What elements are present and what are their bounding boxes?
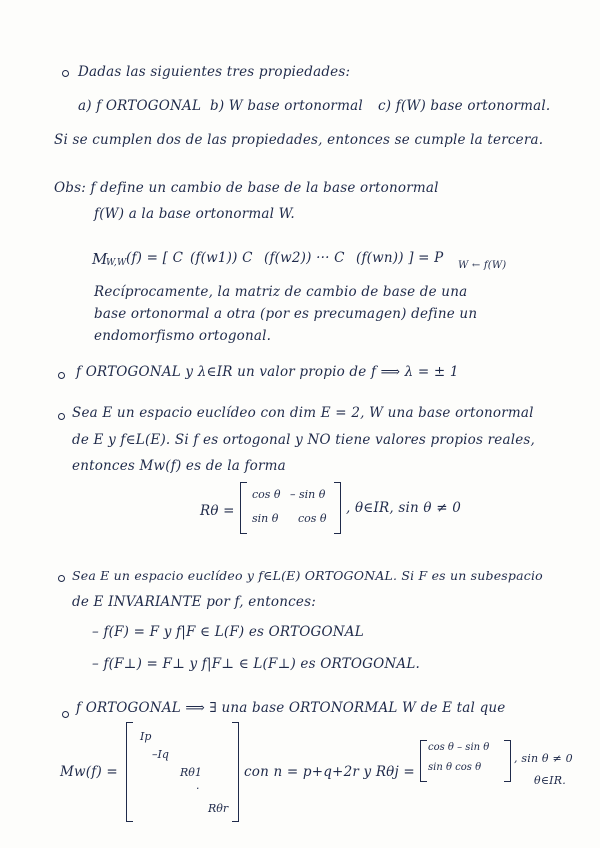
- bullet-3: [58, 413, 65, 420]
- bullet-1: [62, 70, 69, 77]
- rj-row2: sin θ cos θ: [428, 762, 482, 773]
- invariant-line-1: Sea E un espacio euclídeo y f∈L(E) ORTOGONAL. Si F es un subespacio: [72, 568, 543, 583]
- obs-line-4: base ortonormal a otra (por es precumagen) define un: [94, 306, 478, 322]
- formula-part2: (f(w1)) C: [190, 250, 253, 266]
- obs-line-1: Obs: f define un cambio de base de la base ortonormal: [54, 180, 439, 196]
- rtheta-condition: , θ∈IR, sin θ ≠ 0: [346, 500, 462, 516]
- euclid-line-2: de E y f∈L(E). Si f es ortogonal y NO tiene valores propios reales,: [72, 432, 536, 448]
- diag-rr: Rθr: [208, 802, 229, 815]
- prop-c: c) f(W) base ortonormal.: [378, 98, 551, 114]
- rtheta-a12: – sin θ: [290, 488, 326, 501]
- formula-m: M: [92, 250, 108, 268]
- rj-bracket-left: [420, 740, 427, 782]
- text-line-1: Dadas las siguientes tres propiedades:: [78, 64, 351, 80]
- formula-sub2: W ← f(W): [458, 260, 507, 271]
- formula-part3: (f(w2)) ··· C: [264, 250, 345, 266]
- invariant-line-3: – f(F) = F y f|F ∈ L(F) es ORTOGONAL: [92, 624, 364, 640]
- rtheta-bracket-left: [240, 482, 247, 534]
- diag-r1: Rθ1: [180, 766, 202, 779]
- rtheta-bracket-right: [334, 482, 341, 534]
- rj-condition: , sin θ ≠ 0: [514, 752, 573, 765]
- rtheta-label: Rθ =: [200, 503, 235, 519]
- rj-row1: cos θ – sin θ: [428, 742, 490, 753]
- euclid-line-1: Sea E un espacio euclídeo con dim E = 2, W una base ortonormal: [72, 405, 534, 421]
- eigenvalue-line: f ORTOGONAL y λ∈IR un valor propio de f ⟹ λ = ± 1: [76, 364, 459, 380]
- rtheta-a21: sin θ: [252, 512, 279, 525]
- diag-condition: con n = p+q+2r y Rθj =: [244, 764, 415, 780]
- obs-line-2: f(W) a la base ortonormal W.: [94, 206, 295, 222]
- formula-part1: (f) = [ C: [126, 250, 184, 266]
- prop-b: b) W base ortonormal: [210, 98, 363, 114]
- prop-a: a) f ORTOGONAL: [78, 98, 202, 114]
- obs-line-5: endomorfismo ortogonal.: [94, 328, 272, 344]
- rtheta-a11: cos θ: [252, 488, 281, 501]
- diag-iq: –Iq: [152, 748, 169, 761]
- obs-line-3: Recíprocamente, la matriz de cambio de base de una: [94, 284, 468, 300]
- mw-label: Mw(f) =: [60, 764, 118, 780]
- big-bracket-left: [126, 722, 133, 822]
- formula-part4: (f(wn)) ] = P: [356, 250, 444, 266]
- diag-dots: ·: [196, 782, 200, 795]
- diag-line-1: f ORTOGONAL ⟹ ∃ una base ORTONORMAL W de E tal que: [76, 700, 506, 716]
- euclid-line-3: entonces Mw(f) es de la forma: [72, 458, 286, 474]
- diag-ip: Ip: [140, 730, 152, 743]
- bullet-2: [58, 372, 65, 379]
- bullet-5: [62, 711, 69, 718]
- big-bracket-right: [232, 722, 239, 822]
- rtheta-a22: cos θ: [298, 512, 327, 525]
- bullet-4: [58, 575, 65, 582]
- text-line-3: Si se cumplen dos de las propiedades, entonces se cumple la tercera.: [54, 132, 544, 148]
- invariant-line-2: de E INVARIANTE por f, entonces:: [72, 594, 316, 610]
- invariant-line-4: – f(F⊥) = F⊥ y f|F⊥ ∈ L(F⊥) es ORTOGONAL.: [92, 656, 420, 672]
- rj-bracket-right: [504, 740, 511, 782]
- formula-sub: W,W: [106, 258, 127, 268]
- rj-theta-domain: θ∈IR.: [534, 774, 566, 787]
